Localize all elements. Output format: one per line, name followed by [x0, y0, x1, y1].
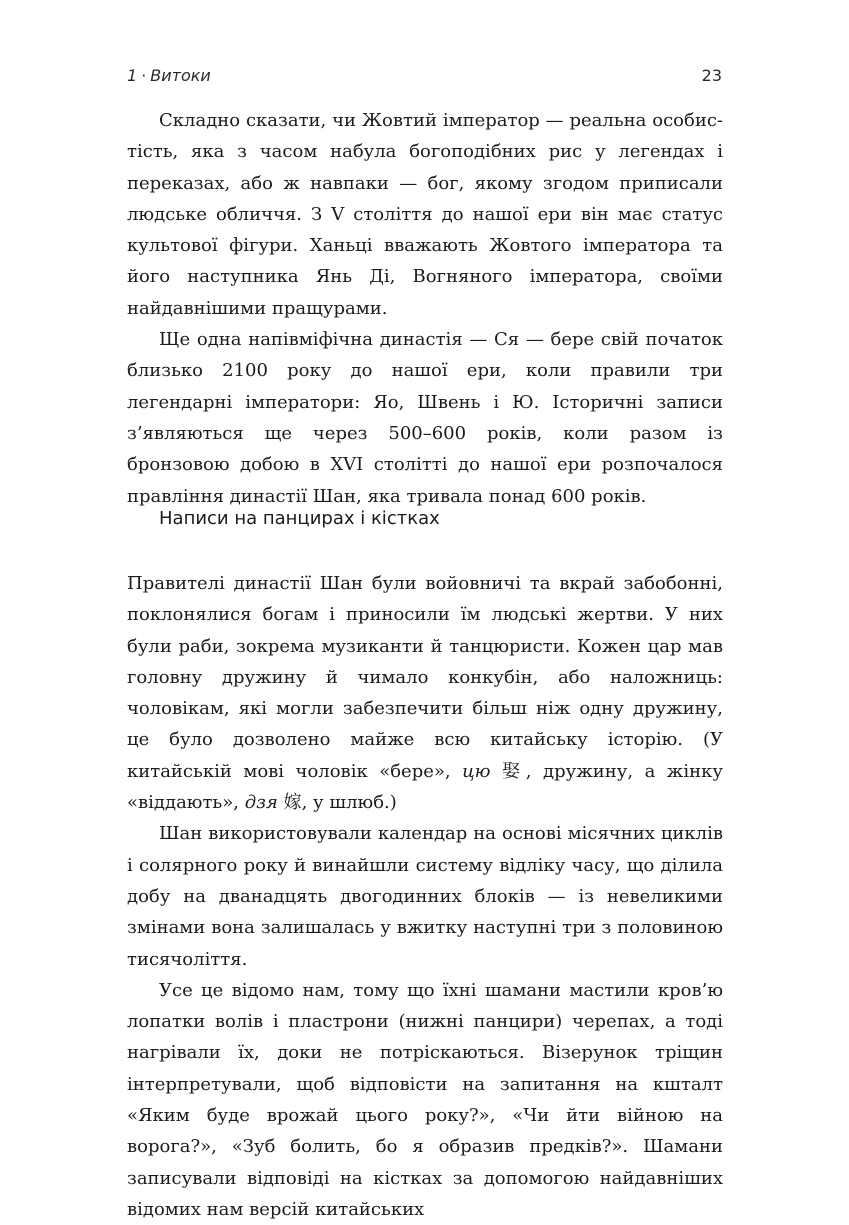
- body-paragraph: [127, 568, 723, 818]
- page-number: 23: [701, 65, 722, 85]
- paragraph-text: , у шлюб.): [301, 792, 397, 814]
- pinyin-term: дзя: [244, 792, 278, 814]
- body-paragraph: Складно сказати, чи Жовтий імператор — реальна особистість, яка з часом набула богоподібних рис у легендах і переказах, або ж навпаки — бог, якому згодом приписали людське обличчя. З V століття до нашої ери він має статус культової фігури. Ханьці вважають Жовтого імператора та його наступника Янь Ді, Вогняного імператора, своїми найдавнішими пращурами.: [127, 110, 723, 319]
- section-heading: Написи на панцирах і кістках: [159, 508, 440, 529]
- running-head: [127, 62, 722, 88]
- chinese-character: 嫁: [283, 792, 302, 814]
- running-head-separator: ·: [141, 65, 147, 85]
- body-paragraph: Шан використовували календар на основі місячних циклів і солярного року й винайшли систему відліку часу, що ділила добу на дванадцять двогодинних блоків — із невеликими змінами вона залишалась у вжитку наступні три з половиною тисячоліття.: [127, 823, 723, 970]
- section-intro: [127, 105, 723, 512]
- chapter-number: 1: [127, 65, 138, 85]
- paragraph-text: , дружину, а жінку «віддають»,: [127, 760, 723, 814]
- pinyin-term: цю: [462, 760, 491, 782]
- paragraph-text: Правителі династії Шан були войовничі та вкрай забобонні, поклонялися богам і приносили їм людські жертви. У них були раби, зокрема музиканти й танцюристи. Кожен цар мав головну дружину й чимало конкубін, або наложниць: чоловікам, які могли забезпечити більш ніж одну дружину, це було дозволено майже всю китайську історію. (У китайській мові чоловік «бере»,: [127, 573, 723, 782]
- body-paragraph: Ще одна напівміфічна династія — Ся — бере свій початок близько 2100 року до нашої ери, коли правили три легендарні імператори: Яо, Швень і Ю. Історичні записи з’являються ще через 500–600 років, коли разом із бронзовою добою в XVI столітті до нашої ери розпочалося правління династії Шан, яка тривала понад 600 років.: [127, 329, 723, 507]
- section-inscriptions: [127, 568, 723, 1225]
- body-paragraph: Усе це відомо нам, тому що їхні шамани мастили кров’ю лопатки волів і пластрони (нижні панцири) черепах, а тоді нагрівали їх, доки не потріскаються. Візерунок тріщин інтерпретували, щоб відповісти на запитання на кшталт «Яким буде врожай цього року?», «Чи йти війною на ворога?», «Зуб болить, бо я образив предків?». Шамани записували відповіді на кістках за допомогою найдавніших відомих нам версій китайських: [127, 979, 723, 1220]
- chinese-character: 娶: [502, 760, 526, 782]
- chapter-title: Витоки: [150, 65, 211, 85]
- running-head-chapter: [127, 66, 211, 85]
